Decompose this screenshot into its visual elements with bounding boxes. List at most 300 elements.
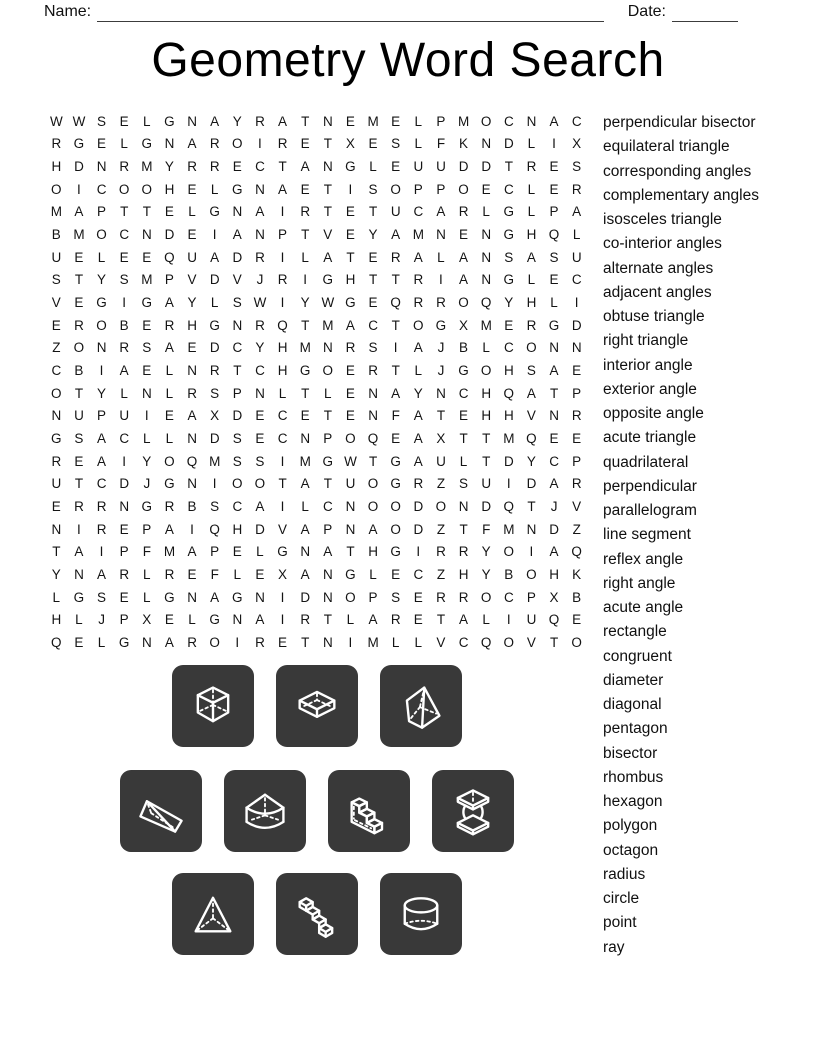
grid-letter: A [210, 113, 220, 129]
grid-letter: N [526, 521, 537, 537]
word-list-item: isosceles triangle [603, 211, 722, 228]
grid-letter: T [459, 521, 468, 537]
word-list-item: bisector [603, 744, 658, 762]
grid-letter: E [413, 589, 423, 605]
grid-letter: M [141, 272, 153, 288]
grid-letter: A [255, 612, 265, 628]
grid-letter: P [436, 181, 446, 197]
grid-letter: E [345, 363, 355, 379]
grid-letter: M [299, 453, 311, 469]
grid-letter: X [549, 589, 559, 605]
grid-letter: L [143, 566, 151, 582]
grid-letter: N [322, 340, 333, 356]
grid-letter: A [255, 498, 265, 514]
grid-letter: H [503, 408, 514, 424]
grid-letter: D [232, 249, 243, 265]
half-cylinder-icon [239, 785, 291, 837]
grid-letter: T [346, 544, 355, 560]
worksheet-header [44, 3, 738, 22]
grid-letter: S [97, 589, 107, 605]
grid-letter: O [209, 634, 220, 650]
grid-letter: S [97, 113, 107, 129]
grid-letter: A [97, 431, 107, 447]
grid-letter: R [187, 385, 197, 401]
grid-letter: P [97, 408, 107, 424]
grid-letter: M [73, 227, 85, 243]
grid-letter: R [413, 295, 424, 311]
grid-letter: A [210, 589, 220, 605]
grid-letter: N [481, 136, 492, 152]
grid-letter: P [526, 589, 536, 605]
grid-letter: N [436, 385, 446, 401]
grid-letter: N [526, 113, 537, 129]
grid-letter: D [503, 453, 514, 469]
grid-letter: I [77, 181, 81, 197]
grid-letter: T [436, 408, 446, 424]
grid-letter: E [572, 612, 582, 628]
grid-letter: V [323, 227, 333, 243]
grid-letter: O [345, 589, 356, 605]
grid-letter: A [187, 544, 197, 560]
grid-letter: E [391, 113, 401, 129]
grid-letter: N [458, 498, 469, 514]
grid-letter: Z [436, 521, 446, 537]
grid-letter: R [368, 363, 378, 379]
grid-letter: A [526, 249, 536, 265]
grid-letter: I [280, 295, 285, 311]
grid-letter: U [74, 408, 84, 424]
word-list-item: point [603, 914, 637, 932]
grid-letter: Z [52, 340, 61, 356]
grid-letter: Y [413, 385, 423, 401]
grid-letter: C [549, 453, 559, 469]
grid-letter: P [278, 227, 288, 243]
grid-letter: A [526, 385, 536, 401]
grid-letter: X [345, 136, 355, 152]
grid-letter: N [255, 385, 265, 401]
grid-letter: A [549, 544, 559, 560]
grid-letter: R [458, 589, 469, 605]
grid-letter: R [458, 544, 469, 560]
grid-letter: N [119, 498, 130, 514]
grid-letter: L [572, 227, 581, 243]
grid-letter: P [164, 272, 174, 288]
grid-letter: D [549, 521, 559, 537]
grid-letter: D [481, 159, 492, 175]
tile-row [45, 665, 589, 747]
grid-letter: L [527, 136, 536, 152]
word-list-item: line segment [603, 526, 691, 544]
grid-letter: S [119, 272, 129, 288]
grid-letter: P [572, 453, 582, 469]
grid-letter: G [96, 295, 107, 311]
word-list-item: complementary angles [603, 186, 759, 204]
grid-letter: L [527, 204, 536, 220]
grid-letter: A [345, 317, 355, 333]
grid-letter: R [436, 295, 446, 311]
grid-letter: H [458, 566, 469, 582]
grid-letter: N [255, 589, 265, 605]
grid-letter: O [458, 295, 469, 311]
grid-letter: E [345, 113, 355, 129]
grid-letter: A [255, 204, 265, 220]
grid-letter: L [550, 295, 558, 311]
grid-letter: L [143, 113, 151, 129]
grid-letter: N [96, 159, 107, 175]
word-list-item: opposite angle [603, 405, 704, 422]
grid-letter: U [481, 476, 492, 492]
word-list-item: diameter [603, 671, 664, 689]
grid-letter: R [526, 159, 537, 175]
grid-letter: N [187, 113, 197, 129]
grid-letter: L [414, 363, 423, 379]
grid-letter: E [300, 136, 310, 152]
grid-letter: G [232, 181, 243, 197]
grid-letter: T [482, 431, 491, 447]
word-list-item: obtuse triangle [603, 308, 705, 325]
grid-letter: T [391, 272, 400, 288]
grid-letter: U [571, 249, 582, 265]
grid-letter: A [391, 385, 401, 401]
grid-letter: E [391, 159, 401, 175]
word-list-item: perpendicular bisector [603, 114, 756, 131]
grid-letter: X [572, 136, 582, 152]
grid-letter: R [526, 317, 537, 333]
grid-letter: A [187, 136, 197, 152]
grid-letter: T [301, 385, 310, 401]
grid-letter: F [142, 544, 151, 560]
grid-letter: S [391, 136, 401, 152]
grid-letter: L [391, 634, 400, 650]
grid-letter: R [458, 204, 469, 220]
grid-letter: O [141, 181, 153, 197]
grid-letter: E [51, 498, 61, 514]
grid-letter: I [99, 544, 104, 560]
grid-letter: G [118, 634, 130, 650]
grid-letter: V [572, 498, 582, 514]
grid-letter: C [571, 272, 582, 288]
tile-row [45, 770, 589, 852]
grid-letter: O [232, 476, 243, 492]
grid-letter: C [51, 363, 62, 379]
grid-letter: T [74, 476, 84, 492]
grid-letter: O [435, 498, 447, 514]
grid-letter: Q [548, 612, 560, 628]
grid-letter: Z [436, 566, 446, 582]
word-list-item: hexagon [603, 793, 663, 810]
grid-letter: C [119, 431, 130, 447]
grid-letter: Q [503, 385, 515, 401]
grid-letter: C [232, 498, 243, 514]
grid-letter: B [74, 363, 84, 379]
grid-letter: Y [232, 113, 242, 129]
grid-letter: N [481, 249, 492, 265]
grid-letter: A [300, 159, 310, 175]
grid-letter: O [118, 181, 130, 197]
grid-letter: R [436, 589, 446, 605]
grid-letter: D [232, 408, 243, 424]
word-list-item: circle [603, 890, 640, 907]
grid-letter: S [232, 453, 242, 469]
grid-letter: E [187, 340, 197, 356]
name-blank-line [97, 5, 604, 22]
grid-letter: G [390, 544, 401, 560]
grid-letter: R [119, 159, 130, 175]
grid-letter: H [345, 272, 356, 288]
grid-letter: E [74, 634, 84, 650]
grid-letter: B [187, 498, 197, 514]
grid-letter: B [51, 227, 61, 243]
grid-letter: A [459, 272, 469, 288]
grid-letter: J [98, 612, 105, 628]
grid-letter: A [300, 566, 310, 582]
grid-letter: L [482, 340, 490, 356]
grid-letter: V [436, 634, 446, 650]
grid-letter: A [97, 453, 107, 469]
grid-letter: C [503, 181, 514, 197]
cube-tile [172, 665, 254, 747]
grid-letter: T [278, 159, 287, 175]
grid-letter: Y [142, 453, 152, 469]
word-list-item: congruent [603, 647, 672, 665]
grid-letter: C [503, 589, 514, 605]
grid-letter: T [323, 181, 332, 197]
grid-letter: N [481, 227, 492, 243]
grid-letter: R [51, 136, 62, 152]
grid-letter: G [164, 589, 175, 605]
grid-letter: R [96, 521, 107, 537]
grid-letter: T [549, 385, 559, 401]
grid-letter: A [413, 431, 423, 447]
word-list-item: rhombus [603, 768, 664, 786]
grid-letter: N [255, 227, 265, 243]
grid-letter: A [278, 113, 288, 129]
grid-letter: I [416, 544, 421, 560]
grid-letter: W [253, 295, 267, 311]
word-list-item: quadrilateral [603, 453, 689, 471]
word-list-item: rectangle [603, 623, 667, 641]
grid-letter: O [480, 589, 492, 605]
grid-letter: R [390, 612, 401, 628]
grid-letter: T [74, 272, 84, 288]
grid-letter: S [368, 340, 378, 356]
grid-letter: I [77, 521, 81, 537]
grid-letter: O [96, 227, 107, 243]
grid-letter: H [526, 227, 537, 243]
grid-letter: J [143, 476, 151, 492]
grid-letter: A [210, 249, 220, 265]
grid-letter: Q [277, 317, 288, 333]
grid-letter: M [503, 521, 515, 537]
grid-letter: I [99, 363, 104, 379]
grid-letter: T [323, 136, 332, 152]
word-list-item: perpendicular [603, 477, 697, 495]
grid-letter: E [549, 272, 559, 288]
grid-letter: S [210, 385, 220, 401]
grid-letter: O [390, 181, 401, 197]
grid-letter: N [549, 408, 559, 424]
grid-letter: S [74, 431, 84, 447]
grid-letter: P [142, 521, 152, 537]
grid-letter: A [119, 363, 129, 379]
grid-letter: A [413, 340, 423, 356]
grid-letter: L [527, 272, 536, 288]
grid-letter: A [323, 544, 333, 560]
grid-letter: Y [97, 385, 107, 401]
ramp-icon [135, 785, 187, 837]
grid-letter: J [256, 272, 264, 288]
grid-letter: I [212, 227, 217, 243]
grid-letter: B [504, 566, 514, 582]
grid-letter: T [391, 363, 400, 379]
grid-letter: E [142, 363, 152, 379]
grid-letter: E [74, 453, 84, 469]
grid-letter: E [142, 317, 152, 333]
grid-letter: E [368, 249, 378, 265]
word-list-item: alternate angles [603, 259, 714, 277]
grid-letter: E [549, 181, 559, 197]
grid-letter: H [232, 521, 243, 537]
grid-letter: R [51, 453, 62, 469]
grid-letter: E [413, 612, 423, 628]
grid-letter: L [482, 204, 490, 220]
grid-letter: G [345, 159, 356, 175]
grid-letter: L [120, 385, 128, 401]
grid-letter: S [368, 181, 378, 197]
grid-letter: R [571, 408, 582, 424]
grid-letter: R [255, 113, 265, 129]
grid-letter: R [164, 566, 175, 582]
grid-letter: E [255, 408, 265, 424]
grid-letter: A [323, 249, 333, 265]
grid-letter: O [526, 566, 537, 582]
grid-letter: A [459, 612, 469, 628]
grid-letter: M [322, 317, 334, 333]
grid-letter: E [345, 204, 355, 220]
grid-letter: N [232, 317, 243, 333]
grid-letter: T [368, 453, 378, 469]
grid-letter: N [345, 498, 356, 514]
grid-letter: R [277, 136, 288, 152]
grid-letter: T [346, 249, 355, 265]
cylinder-icon [395, 888, 447, 940]
grid-letter: R [277, 272, 288, 288]
grid-letter: C [322, 498, 333, 514]
grid-letter: U [526, 612, 537, 628]
grid-letter: N [74, 566, 84, 582]
grid-letter: I [393, 340, 398, 356]
grid-letter: G [73, 136, 85, 152]
grid-letter: O [232, 136, 243, 152]
grid-letter: P [323, 521, 333, 537]
grid-letter: T [120, 204, 129, 220]
grid-letter: L [188, 612, 196, 628]
tetrahedron-icon [187, 888, 239, 940]
grid-letter: I [439, 272, 443, 288]
grid-letter: T [52, 544, 61, 560]
grid-letter: K [572, 566, 582, 582]
word-list-item: parallelogram [603, 502, 697, 519]
grid-letter: Q [548, 227, 560, 243]
grid-letter: M [457, 113, 470, 129]
grid-letter: E [572, 363, 582, 379]
grid-letter: C [458, 385, 469, 401]
flat-box-tile [276, 665, 358, 747]
grid-letter: S [572, 159, 582, 175]
grid-letter: N [571, 340, 582, 356]
grid-letter: T [301, 317, 310, 333]
grid-letter: L [188, 204, 196, 220]
grid-letter: I [303, 272, 308, 288]
grid-letter: E [549, 431, 559, 447]
grid-letter: E [97, 136, 107, 152]
grid-letter: A [300, 476, 310, 492]
grid-letter: H [277, 363, 288, 379]
flat-box-icon [291, 680, 343, 732]
grid-letter: N [322, 566, 333, 582]
grid-letter: M [163, 544, 176, 560]
grid-letter: L [165, 431, 174, 447]
grid-letter: G [548, 317, 560, 333]
grid-letter: A [413, 249, 423, 265]
grid-letter: E [187, 227, 197, 243]
grid-letter: N [300, 544, 311, 560]
grid-letter: I [574, 295, 579, 311]
grid-letter: O [51, 181, 62, 197]
grid-letter: C [232, 340, 243, 356]
grid-letter: C [503, 113, 514, 129]
grid-letter: L [414, 113, 423, 129]
grid-letter: I [190, 521, 194, 537]
grid-letter: O [458, 181, 469, 197]
grid-letter: R [187, 634, 197, 650]
zigzag-steps-icon [291, 888, 343, 940]
grid-letter: D [526, 476, 537, 492]
grid-letter: R [187, 159, 197, 175]
grid-letter: A [436, 204, 446, 220]
grid-letter: G [141, 498, 153, 514]
grid-letter: A [572, 204, 582, 220]
grid-letter: A [413, 453, 423, 469]
grid-letter: S [549, 249, 559, 265]
grid-letter: H [368, 544, 378, 560]
grid-letter: G [232, 589, 243, 605]
grid-letter: A [187, 408, 197, 424]
grid-letter: C [255, 159, 265, 175]
staircase-tile [328, 770, 410, 852]
grid-letter: T [301, 113, 310, 129]
grid-letter: E [255, 431, 265, 447]
grid-letter: P [436, 113, 446, 129]
grid-letter: E [481, 181, 491, 197]
grid-letter: N [345, 521, 356, 537]
grid-letter: S [526, 363, 536, 379]
grid-letter: L [165, 385, 174, 401]
grid-letter: I [506, 612, 511, 628]
grid-letter: T [74, 385, 84, 401]
grid-letter: N [436, 227, 446, 243]
grid-letter: Z [436, 476, 446, 492]
grid-letter: P [119, 544, 129, 560]
grid-letter: D [209, 340, 220, 356]
grid-letter: O [254, 476, 266, 492]
grid-letter: S [232, 431, 242, 447]
grid-letter: E [549, 159, 559, 175]
grid-letter: E [119, 113, 129, 129]
grid-letter: S [255, 453, 265, 469]
grid-letter: M [141, 159, 153, 175]
grid-letter: I [529, 544, 534, 560]
